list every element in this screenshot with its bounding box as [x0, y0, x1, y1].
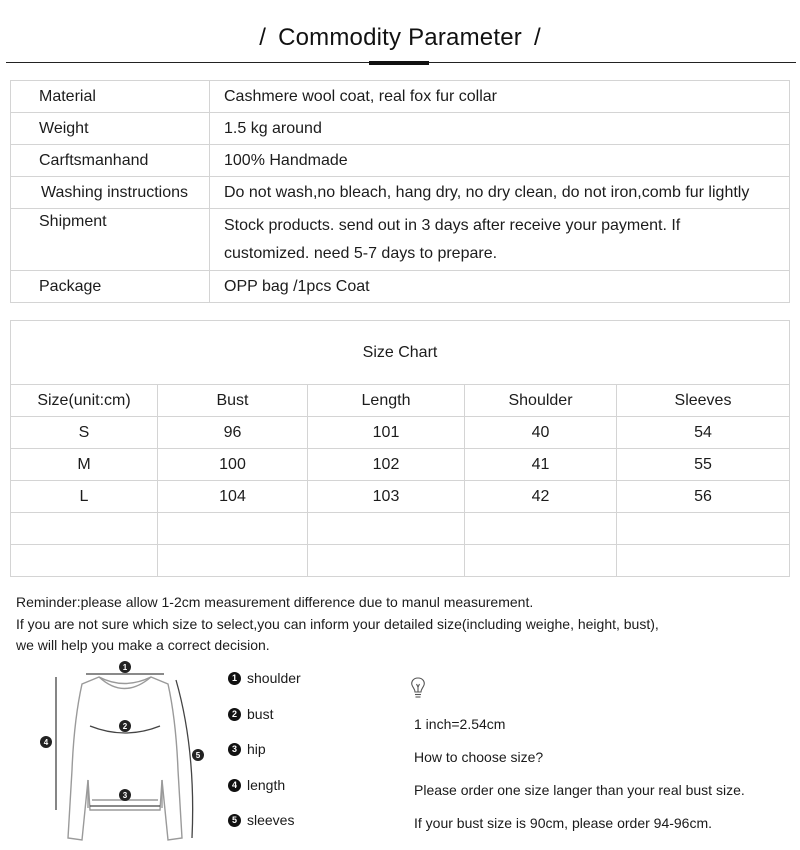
- param-label: Package: [11, 271, 210, 303]
- param-value: 1.5 kg around: [210, 113, 790, 145]
- sweater-measurement-diagram: [36, 660, 216, 845]
- empty-cell: [11, 545, 158, 577]
- empty-cell: [308, 545, 465, 577]
- legend-item: [228, 741, 301, 777]
- number-badge-icon: 4: [228, 779, 241, 792]
- page-header: [0, 0, 800, 70]
- size-chart-empty-row: [11, 545, 790, 577]
- number-badge-icon: 5: [228, 814, 241, 827]
- param-label: Material: [11, 81, 210, 113]
- svg-text:3: 3: [122, 791, 128, 800]
- legend-label: length: [247, 776, 286, 793]
- param-row: [11, 113, 790, 145]
- bust-cell: 104: [158, 481, 308, 513]
- param-label: Shipment: [11, 209, 210, 271]
- size-cell: M: [11, 449, 158, 481]
- param-value: Do not wash,no bleach, hang dry, no dry clean, do not iron,comb fur lightly: [210, 177, 790, 209]
- empty-cell: [11, 513, 158, 545]
- legend-label: shoulder: [247, 670, 301, 686]
- size-chart-caption-row: [11, 321, 790, 385]
- size-chart-header: Shoulder: [465, 385, 617, 417]
- title-slash-right: /: [533, 24, 541, 51]
- param-row: [11, 209, 790, 271]
- reminder-line: Reminder:please allow 1-2cm measurement difference due to manul measurement.: [16, 594, 534, 610]
- number-badge-icon: 2: [228, 708, 241, 721]
- number-badge-icon: 3: [228, 743, 241, 756]
- size-chart-header: Length: [308, 385, 465, 417]
- empty-cell: [158, 513, 308, 545]
- param-row: [11, 271, 790, 303]
- header-accent-bar: [369, 61, 429, 65]
- page-title: [0, 24, 800, 52]
- size-chart-row: [11, 449, 790, 481]
- length-cell: 102: [308, 449, 465, 481]
- bust-cell: 96: [158, 417, 308, 449]
- empty-cell: [158, 545, 308, 577]
- param-value: OPP bag /1pcs Coat: [210, 271, 790, 303]
- svg-text:4: 4: [43, 738, 49, 747]
- reminder-text: [16, 592, 659, 657]
- length-cell: 101: [308, 417, 465, 449]
- sleeves-cell: 55: [617, 449, 790, 481]
- legend-label: hip: [247, 741, 266, 757]
- legend-label: bust: [247, 705, 274, 722]
- sleeves-cell: 54: [617, 417, 790, 449]
- param-row: [11, 81, 790, 113]
- size-chart-header: Bust: [158, 385, 308, 417]
- param-value-line: customized. need 5-7 days to prepare.: [224, 244, 498, 262]
- param-label: Weight: [11, 113, 210, 145]
- size-cell: L: [11, 481, 158, 513]
- empty-cell: [617, 545, 790, 577]
- sleeves-cell: 56: [617, 481, 790, 513]
- shoulder-cell: 42: [465, 481, 617, 513]
- shoulder-cell: 41: [465, 449, 617, 481]
- title-slash-left: /: [259, 24, 267, 51]
- svg-text:2: 2: [122, 722, 128, 731]
- tip-line: Please order one size langer than your real bust size.: [414, 782, 745, 798]
- param-value: 100% Handmade: [210, 145, 790, 177]
- param-row: [11, 145, 790, 177]
- size-cell: S: [11, 417, 158, 449]
- reminder-line: we will help you make a correct decision.: [16, 637, 270, 653]
- bust-cell: 100: [158, 449, 308, 481]
- length-cell: 103: [308, 481, 465, 513]
- param-value-line: Stock products. send out in 3 days after receive your payment. If: [224, 216, 681, 234]
- legend-item: [228, 777, 301, 813]
- param-row: [11, 177, 790, 209]
- shoulder-cell: 40: [465, 417, 617, 449]
- size-chart-table: [10, 320, 790, 577]
- tip-line: If your bust size is 90cm, please order 94-96cm.: [414, 815, 713, 831]
- size-chart-header-row: [11, 385, 790, 417]
- tip-line: 1 inch=2.54cm: [414, 716, 506, 732]
- size-chart-caption: Size Chart: [11, 321, 790, 385]
- param-value: [210, 209, 790, 271]
- empty-cell: [308, 513, 465, 545]
- size-chart-row: [11, 417, 790, 449]
- size-chart-empty-row: [11, 513, 790, 545]
- size-chart-header: Sleeves: [617, 385, 790, 417]
- size-tips: [414, 716, 745, 848]
- svg-text:5: 5: [195, 751, 201, 760]
- legend-label: sleeves: [247, 812, 295, 828]
- legend-item: [228, 670, 301, 706]
- tip-line: How to choose size?: [414, 749, 544, 765]
- svg-text:1: 1: [122, 663, 128, 672]
- number-badge-icon: 1: [228, 672, 241, 685]
- parameter-table: [10, 80, 790, 303]
- legend-item: [228, 812, 301, 848]
- param-label: Washing instructions: [11, 177, 210, 209]
- param-value: Cashmere wool coat, real fox fur collar: [210, 81, 790, 113]
- empty-cell: [465, 545, 617, 577]
- lightbulb-icon: [409, 676, 427, 702]
- title-text: Commodity Parameter: [278, 24, 522, 51]
- size-chart-header: Size(unit:cm): [11, 385, 158, 417]
- reminder-line: If you are not sure which size to select,you can inform your detailed size(including weighe, height, bust),: [16, 615, 659, 632]
- empty-cell: [617, 513, 790, 545]
- legend-item: [228, 706, 301, 742]
- size-chart-row: [11, 481, 790, 513]
- empty-cell: [465, 513, 617, 545]
- measurement-legend: [228, 670, 301, 848]
- param-label: Carftsmanhand: [11, 145, 210, 177]
